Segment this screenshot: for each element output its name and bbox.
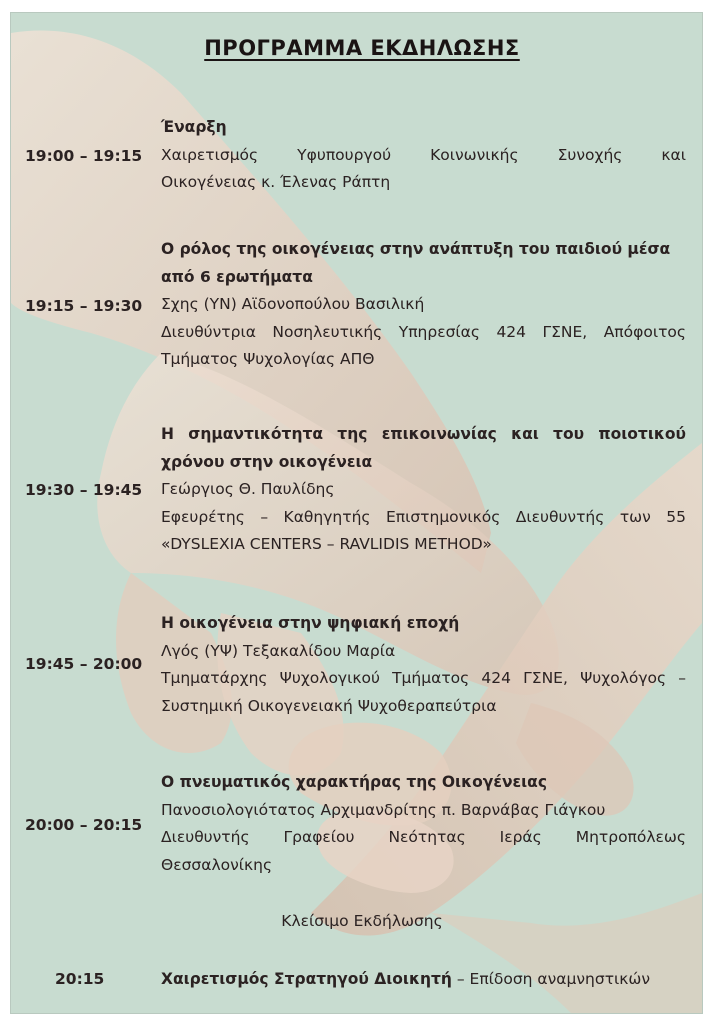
agenda-item-digital-era [161, 610, 686, 720]
closing-line: Κλείσιμο Εκδήλωσης [281, 912, 443, 930]
speaker-role: Εφευρέτης – Καθηγητής Επιστημονικός Διευθυντής των 55 [161, 507, 686, 526]
item-line: Χαιρετισμός Υφυπουργού Κοινωνικής Συνοχής και [161, 145, 686, 164]
time-slot: 20:15 [55, 970, 105, 988]
speaker-role: Θεσσαλονίκης [161, 855, 273, 874]
time-slot: 19:00 – 19:15 [25, 147, 143, 165]
page-title: ΠΡΟΓΡΑΜΜΑ ΕΚΔΗΛΩΣΗΣ [204, 36, 520, 60]
speaker-role: Τμηματάρχης Ψυχολογικού Τμήματος 424 ΓΣΝΕ, Ψυχολόγος – [161, 669, 686, 687]
speaker-role: Τμήματος Ψυχολογίας ΑΠΘ [161, 350, 375, 368]
speaker-role: Διευθύντρια Νοσηλευτικής Υπηρεσίας 424 ΓΣΝΕ, Απόφοιτος [161, 322, 686, 341]
time-slot: 20:00 – 20:15 [25, 816, 143, 834]
final-item-heading: Χαιρετισμός Στρατηγού Διοικητή [161, 970, 452, 988]
speaker-role: «DYSLEXIA CENTERS – RAVLIDIS METHOD» [161, 535, 492, 553]
speaker-name: Γεώργιος Θ. Παυλίδης [161, 480, 335, 498]
agenda-item-family-role [161, 236, 686, 374]
item-heading: Έναρξη [161, 118, 227, 136]
item-heading: Η οικογένεια στην ψηφιακή εποχή [161, 614, 460, 632]
item-line: Οικογένειας κ. Έλενας Ράπτη [161, 173, 391, 191]
final-item-text: – Επίδοση αναμνηστικών [451, 970, 651, 988]
speaker-name: Λγός (ΥΨ) Τεξακαλίδου Μαρία [161, 641, 396, 660]
item-heading: Ο ρόλος της οικογένειας στην ανάπτυξη του παιδιού μέσα [161, 240, 671, 258]
agenda-item-opening [161, 114, 686, 197]
final-item [161, 970, 650, 988]
time-slot: 19:30 – 19:45 [25, 481, 143, 499]
item-heading: χρόνου στην οικογένεια [161, 452, 373, 471]
agenda-item-spiritual [161, 769, 686, 879]
item-heading: Η σημαντικότητα της επικοινωνίας και του ποιοτικού [161, 425, 686, 443]
lower-wrist-shape [431, 893, 702, 1013]
speaker-name: Σχης (ΥΝ) Αϊδονοπούλου Βασιλική [161, 295, 425, 313]
time-slot: 19:45 – 20:00 [25, 655, 143, 673]
item-heading: από 6 ερωτήματα [161, 267, 313, 286]
item-heading: Ο πνευματικός χαρακτήρας της Οικογένειας [161, 773, 548, 791]
agenda-item-communication [161, 421, 686, 559]
speaker-role: Διευθυντής Γραφείου Νεότητας Ιεράς Μητροπόλεως [161, 828, 686, 846]
time-slot: 19:15 – 19:30 [25, 297, 143, 315]
speaker-name: Πανοσιολογιότατος Αρχιμανδρίτης π. Βαρνάβας Γιάγκου [161, 800, 606, 819]
speaker-role: Συστημική Οικογενειακή Ψυχοθεραπεύτρια [161, 696, 497, 715]
